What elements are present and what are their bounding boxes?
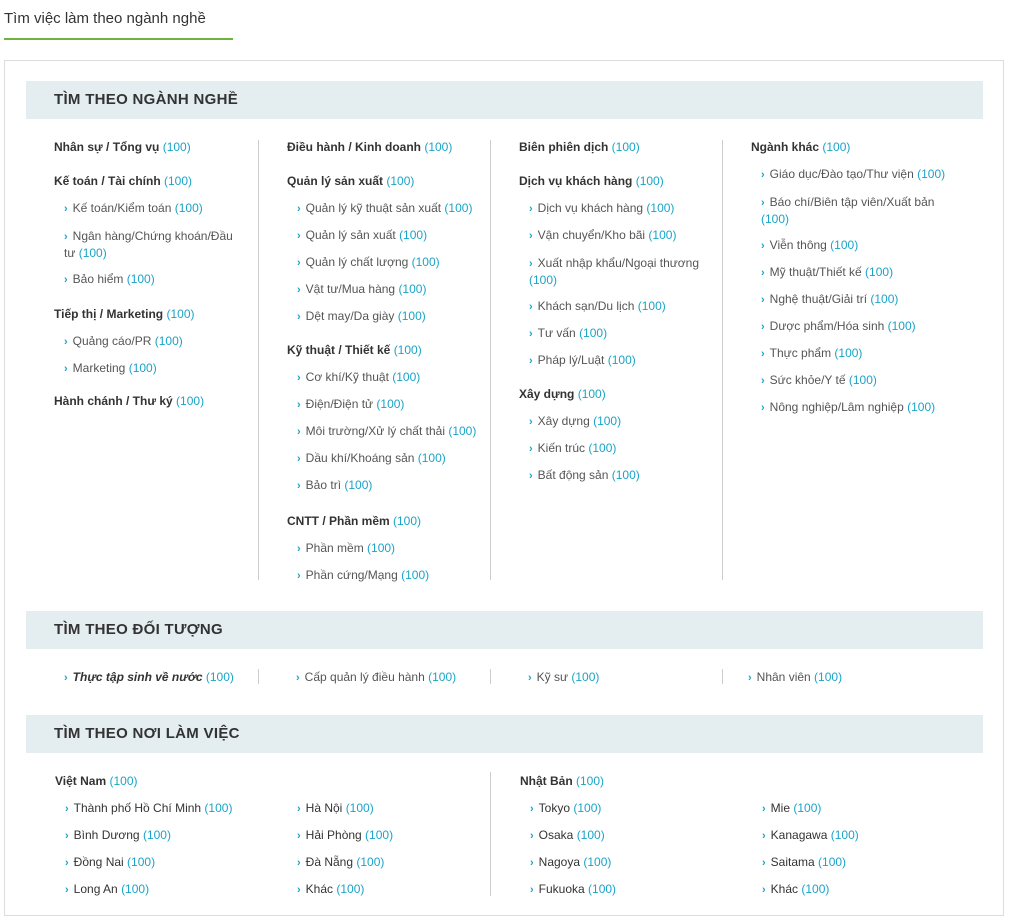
- item-label: Dược phẩm/Hóa sinh: [769, 319, 888, 333]
- item-label: Hành chánh / Thư ký: [54, 394, 177, 408]
- item-label: Khác: [305, 882, 337, 896]
- item-label: Hà Nội: [305, 801, 346, 815]
- item-label: Quản lý sản xuất: [287, 174, 387, 188]
- item-count: (100): [166, 307, 195, 321]
- item-count: (100): [127, 855, 156, 869]
- item-label: Biên phiên dịch: [519, 140, 612, 154]
- list-item[interactable]: [761, 238, 858, 252]
- list-item[interactable]: [761, 194, 936, 227]
- item-count: (100): [573, 801, 602, 815]
- chevron-right-icon: ›: [748, 672, 752, 684]
- chevron-right-icon: ›: [530, 884, 534, 896]
- city-link[interactable]: [530, 801, 601, 815]
- chevron-right-icon: ›: [530, 830, 534, 842]
- city-link[interactable]: [65, 828, 171, 842]
- chevron-right-icon: ›: [529, 258, 533, 270]
- category-link[interactable]: [519, 387, 606, 401]
- item-label: Phần mềm: [305, 541, 368, 555]
- chevron-right-icon: ›: [297, 830, 301, 842]
- chevron-right-icon: ›: [65, 857, 69, 869]
- item-count: (100): [646, 201, 675, 215]
- chevron-right-icon: ›: [64, 363, 68, 375]
- item-count: (100): [583, 855, 612, 869]
- item-label: Xây dựng: [537, 414, 594, 428]
- item-count: (100): [142, 828, 171, 842]
- item-label: Đồng Nai: [73, 855, 128, 869]
- city-link[interactable]: [297, 855, 384, 869]
- chevron-right-icon: ›: [762, 884, 766, 896]
- list-item[interactable]: [297, 541, 395, 555]
- item-count: (100): [401, 568, 430, 582]
- chevron-right-icon: ›: [530, 857, 534, 869]
- item-count: (100): [428, 670, 457, 684]
- item-count: (100): [376, 397, 405, 411]
- chevron-right-icon: ›: [761, 294, 765, 306]
- item-label: Quản lý chất lượng: [305, 255, 412, 269]
- item-count: (100): [822, 140, 851, 154]
- item-count: (100): [109, 774, 138, 788]
- chevron-right-icon: ›: [761, 402, 765, 414]
- item-label: Thực tập sinh về nước: [72, 670, 206, 684]
- item-label: Bảo trì: [305, 478, 345, 492]
- item-count: (100): [205, 670, 234, 684]
- chevron-right-icon: ›: [761, 240, 765, 252]
- chevron-right-icon: ›: [297, 284, 301, 296]
- chevron-right-icon: ›: [297, 257, 301, 269]
- item-label: Kỹ sư: [536, 670, 572, 684]
- item-count: (100): [393, 514, 422, 528]
- chevron-right-icon: ›: [64, 231, 68, 243]
- target-link[interactable]: [296, 670, 456, 684]
- item-label: Bình Dương: [73, 828, 143, 842]
- chevron-right-icon: ›: [297, 543, 301, 555]
- item-count: (100): [571, 670, 600, 684]
- item-label: Nông nghiệp/Lâm nghiệp: [769, 400, 908, 414]
- chevron-right-icon: ›: [296, 672, 300, 684]
- city-link[interactable]: [530, 855, 611, 869]
- item-label: Tiếp thị / Marketing: [54, 307, 167, 321]
- chevron-right-icon: ›: [297, 884, 301, 896]
- list-item[interactable]: [64, 361, 157, 375]
- item-count: (100): [365, 828, 394, 842]
- list-item[interactable]: [761, 319, 916, 333]
- chevron-right-icon: ›: [529, 443, 533, 455]
- item-count: (100): [865, 265, 894, 279]
- divider: [722, 669, 723, 684]
- item-count: (100): [607, 353, 636, 367]
- item-label: Điều hành / Kinh doanh: [287, 140, 425, 154]
- list-item[interactable]: [761, 265, 893, 279]
- list-item[interactable]: [529, 414, 621, 428]
- chevron-right-icon: ›: [761, 348, 765, 360]
- category-link[interactable]: [519, 140, 640, 154]
- item-count: (100): [367, 541, 396, 555]
- divider: [490, 669, 491, 684]
- item-label: Vận chuyển/Kho bãi: [537, 228, 649, 242]
- item-label: Sức khỏe/Y tế: [769, 373, 849, 387]
- item-count: (100): [576, 828, 605, 842]
- item-count: (100): [801, 882, 830, 896]
- item-count: (100): [579, 326, 608, 340]
- city-link[interactable]: [65, 855, 155, 869]
- item-count: (100): [204, 801, 233, 815]
- category-link[interactable]: [54, 307, 194, 321]
- list-item[interactable]: [761, 167, 945, 181]
- chevron-right-icon: ›: [529, 328, 533, 340]
- divider: [722, 140, 723, 580]
- divider: [490, 772, 491, 896]
- city-link[interactable]: [297, 801, 374, 815]
- item-label: Quảng cáo/PR: [72, 334, 155, 348]
- item-count: (100): [344, 478, 373, 492]
- chevron-right-icon: ›: [761, 375, 765, 387]
- item-count: (100): [345, 801, 374, 815]
- item-count: (100): [637, 299, 666, 313]
- item-label: Nghệ thuật/Giải trí: [769, 292, 871, 306]
- item-label: Dịch vụ khách hàng: [537, 201, 647, 215]
- item-count: (100): [761, 212, 790, 226]
- list-item[interactable]: [64, 228, 239, 261]
- city-link[interactable]: [762, 882, 829, 896]
- section-location-header: TÌM THEO NƠI LÀM VIỆC: [26, 715, 983, 753]
- list-item[interactable]: [297, 201, 472, 215]
- item-count: (100): [611, 140, 640, 154]
- list-item[interactable]: [297, 451, 446, 465]
- item-label: Viễn thông: [769, 238, 831, 252]
- item-label: Thực phẩm: [769, 346, 835, 360]
- list-item[interactable]: [297, 228, 427, 242]
- section-industry-header: TÌM THEO NGÀNH NGHỀ: [26, 81, 983, 119]
- item-count: (100): [411, 255, 440, 269]
- category-link[interactable]: [54, 140, 191, 154]
- list-item[interactable]: [297, 282, 426, 296]
- chevron-right-icon: ›: [64, 203, 68, 215]
- target-link[interactable]: [64, 670, 234, 684]
- list-item[interactable]: [529, 441, 616, 455]
- item-label: Khách sạn/Du lịch: [537, 299, 638, 313]
- chevron-right-icon: ›: [65, 884, 69, 896]
- list-item[interactable]: [529, 299, 666, 313]
- list-item[interactable]: [297, 424, 476, 438]
- item-label: Ngân hàng/Chứng khoán/Đầu tư: [64, 229, 233, 260]
- item-count: (100): [356, 855, 385, 869]
- list-item[interactable]: [64, 334, 183, 348]
- list-item[interactable]: [297, 309, 426, 323]
- page-title: Tìm việc làm theo ngành nghề: [4, 10, 206, 27]
- chevron-right-icon: ›: [528, 672, 532, 684]
- chevron-right-icon: ›: [64, 336, 68, 348]
- item-count: (100): [648, 228, 677, 242]
- item-label: Dịch vụ khách hàng: [519, 174, 636, 188]
- divider: [490, 140, 491, 580]
- item-label: Nhật Bản: [520, 774, 577, 788]
- content-box: [4, 60, 1004, 916]
- city-link[interactable]: [762, 855, 846, 869]
- category-link[interactable]: [287, 514, 421, 528]
- item-count: (100): [887, 319, 916, 333]
- city-link[interactable]: [65, 801, 232, 815]
- item-count: (100): [577, 387, 606, 401]
- list-item[interactable]: [297, 397, 404, 411]
- chevron-right-icon: ›: [297, 203, 301, 215]
- item-count: (100): [830, 828, 859, 842]
- list-item[interactable]: [529, 228, 676, 242]
- city-link[interactable]: [297, 828, 393, 842]
- item-count: (100): [126, 272, 155, 286]
- item-count: (100): [576, 774, 605, 788]
- item-label: Ngành khác: [751, 140, 823, 154]
- category-link[interactable]: [287, 140, 452, 154]
- item-label: Saitama: [770, 855, 819, 869]
- chevron-right-icon: ›: [297, 399, 301, 411]
- item-count: (100): [154, 334, 183, 348]
- item-count: (100): [588, 441, 617, 455]
- list-item[interactable]: [297, 568, 429, 582]
- item-count: (100): [448, 424, 477, 438]
- chevron-right-icon: ›: [297, 426, 301, 438]
- item-label: Marketing: [72, 361, 129, 375]
- item-label: Osaka: [538, 828, 577, 842]
- list-item[interactable]: [529, 201, 674, 215]
- chevron-right-icon: ›: [297, 570, 301, 582]
- chevron-right-icon: ›: [762, 803, 766, 815]
- list-item[interactable]: [529, 326, 607, 340]
- chevron-right-icon: ›: [762, 857, 766, 869]
- item-label: Quản lý kỹ thuật sản xuất: [305, 201, 445, 215]
- item-count: (100): [121, 882, 150, 896]
- divider: [258, 140, 259, 580]
- item-count: (100): [818, 855, 847, 869]
- item-label: Cấp quản lý điều hành: [304, 670, 429, 684]
- chevron-right-icon: ›: [761, 197, 765, 209]
- item-label: Kế toán/Kiểm toán: [72, 201, 175, 215]
- item-count: (100): [917, 167, 946, 181]
- item-count: (100): [444, 201, 473, 215]
- chevron-right-icon: ›: [761, 169, 765, 181]
- list-item[interactable]: [297, 255, 440, 269]
- list-item[interactable]: [761, 373, 877, 387]
- item-count: (100): [870, 292, 899, 306]
- list-item[interactable]: [761, 346, 862, 360]
- chevron-right-icon: ›: [297, 857, 301, 869]
- item-count: (100): [635, 174, 664, 188]
- item-label: Môi trường/Xử lý chất thải: [305, 424, 449, 438]
- city-link[interactable]: [297, 882, 364, 896]
- list-item[interactable]: [297, 370, 420, 384]
- item-count: (100): [588, 882, 617, 896]
- city-link[interactable]: [530, 828, 605, 842]
- item-label: Kỹ thuật / Thiết kế: [287, 343, 394, 357]
- item-count: (100): [392, 370, 421, 384]
- chevron-right-icon: ›: [762, 830, 766, 842]
- item-label: Nhân viên: [756, 670, 815, 684]
- section-target-header: TÌM THEO ĐỐI TƯỢNG: [26, 611, 983, 649]
- category-link[interactable]: [751, 140, 850, 154]
- chevron-right-icon: ›: [65, 830, 69, 842]
- item-count: (100): [848, 373, 877, 387]
- item-label: CNTT / Phần mềm: [287, 514, 394, 528]
- chevron-right-icon: ›: [529, 301, 533, 313]
- item-label: Tư vấn: [537, 326, 580, 340]
- item-label: Hải Phòng: [305, 828, 366, 842]
- list-item[interactable]: [761, 400, 935, 414]
- list-item[interactable]: [529, 353, 636, 367]
- item-label: Bất động sản: [537, 468, 612, 482]
- category-link[interactable]: [287, 174, 414, 188]
- item-count: (100): [611, 468, 640, 482]
- chevron-right-icon: ›: [529, 416, 533, 428]
- item-label: Phần cứng/Mạng: [305, 568, 402, 582]
- list-item[interactable]: [529, 255, 704, 288]
- title-underline: [4, 38, 233, 40]
- item-label: Thành phố Hồ Chí Minh: [73, 801, 205, 815]
- item-count: (100): [417, 451, 446, 465]
- country-link[interactable]: [55, 774, 137, 788]
- item-label: Kế toán / Tài chính: [54, 174, 165, 188]
- item-count: (100): [399, 228, 428, 242]
- city-link[interactable]: [762, 801, 821, 815]
- item-count: (100): [78, 246, 107, 260]
- list-item[interactable]: [297, 478, 372, 492]
- category-link[interactable]: [54, 174, 192, 188]
- chevron-right-icon: ›: [297, 311, 301, 323]
- item-label: Điện/Điện tử: [305, 397, 377, 411]
- item-label: Long An: [73, 882, 122, 896]
- item-count: (100): [176, 394, 205, 408]
- item-label: Xuất nhập khẩu/Ngoại thương: [537, 256, 700, 270]
- item-label: Mie: [770, 801, 794, 815]
- chevron-right-icon: ›: [529, 203, 533, 215]
- chevron-right-icon: ›: [297, 230, 301, 242]
- item-label: Tokyo: [538, 801, 574, 815]
- item-count: (100): [386, 174, 415, 188]
- item-count: (100): [593, 414, 622, 428]
- city-link[interactable]: [762, 828, 859, 842]
- country-link[interactable]: [520, 774, 604, 788]
- item-count: (100): [424, 140, 453, 154]
- item-count: (100): [907, 400, 936, 414]
- item-count: (100): [128, 361, 157, 375]
- item-count: (100): [162, 140, 191, 154]
- divider: [258, 669, 259, 684]
- chevron-right-icon: ›: [529, 470, 533, 482]
- item-count: (100): [393, 343, 422, 357]
- city-link[interactable]: [65, 882, 149, 896]
- chevron-right-icon: ›: [297, 803, 301, 815]
- item-label: Khác: [770, 882, 802, 896]
- item-label: Mỹ thuật/Thiết kế: [769, 265, 866, 279]
- chevron-right-icon: ›: [64, 274, 68, 286]
- item-label: Kanagawa: [770, 828, 831, 842]
- item-count: (100): [397, 309, 426, 323]
- item-label: Xây dựng: [519, 387, 578, 401]
- chevron-right-icon: ›: [761, 267, 765, 279]
- chevron-right-icon: ›: [530, 803, 534, 815]
- item-label: Báo chí/Biên tập viên/Xuất bản: [769, 195, 935, 209]
- item-label: Dầu khí/Khoáng sản: [305, 451, 418, 465]
- category-link[interactable]: [519, 174, 664, 188]
- item-label: Việt Nam: [55, 774, 110, 788]
- chevron-right-icon: ›: [65, 803, 69, 815]
- item-label: Fukuoka: [538, 882, 589, 896]
- chevron-right-icon: ›: [529, 230, 533, 242]
- item-label: Dệt may/Da giày: [305, 309, 398, 323]
- item-count: (100): [529, 273, 558, 287]
- item-count: (100): [336, 882, 365, 896]
- item-label: Quản lý sản xuất: [305, 228, 400, 242]
- item-count: (100): [164, 174, 193, 188]
- list-item[interactable]: [761, 292, 898, 306]
- item-count: (100): [814, 670, 843, 684]
- target-link[interactable]: [528, 670, 599, 684]
- item-label: Cơ khí/Kỹ thuật: [305, 370, 393, 384]
- item-label: Giáo dục/Đào tạo/Thư viện: [769, 167, 918, 181]
- chevron-right-icon: ›: [297, 480, 301, 492]
- item-label: Pháp lý/Luật: [537, 353, 608, 367]
- chevron-right-icon: ›: [761, 321, 765, 333]
- item-count: (100): [174, 201, 203, 215]
- chevron-right-icon: ›: [297, 372, 301, 384]
- item-label: Nhân sự / Tổng vụ: [54, 140, 163, 154]
- item-label: Bảo hiểm: [72, 272, 127, 286]
- chevron-right-icon: ›: [64, 672, 68, 684]
- item-label: Đà Nẵng: [305, 855, 357, 869]
- chevron-right-icon: ›: [529, 355, 533, 367]
- item-label: Kiến trúc: [537, 441, 589, 455]
- chevron-right-icon: ›: [297, 453, 301, 465]
- category-link[interactable]: [54, 394, 204, 408]
- city-link[interactable]: [530, 882, 616, 896]
- item-count: (100): [830, 238, 859, 252]
- list-item[interactable]: [529, 468, 640, 482]
- target-link[interactable]: [748, 670, 842, 684]
- item-count: (100): [793, 801, 822, 815]
- item-count: (100): [834, 346, 863, 360]
- item-label: Nagoya: [538, 855, 584, 869]
- item-label: Vật tư/Mua hàng: [305, 282, 399, 296]
- category-link[interactable]: [287, 343, 422, 357]
- item-count: (100): [398, 282, 427, 296]
- list-item[interactable]: [64, 201, 203, 215]
- list-item[interactable]: [64, 272, 155, 286]
